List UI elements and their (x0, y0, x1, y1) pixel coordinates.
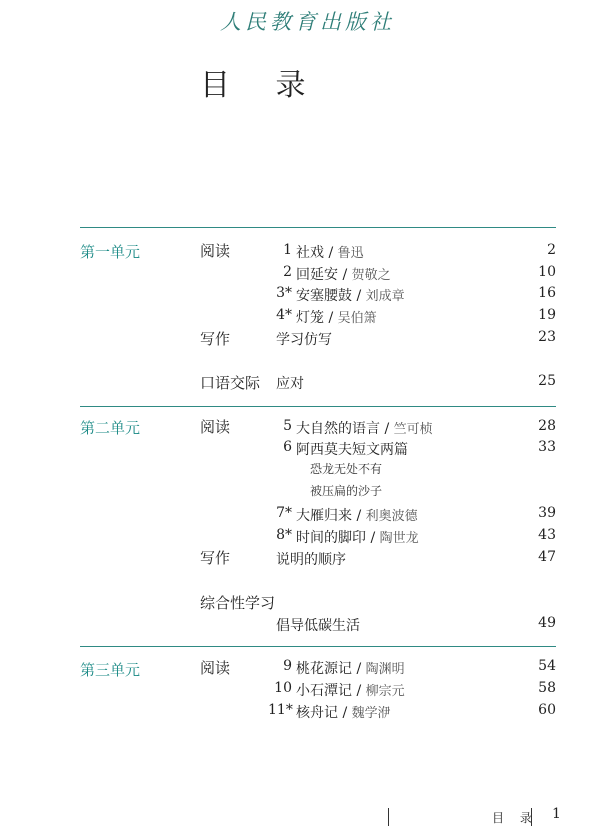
entry-page-number: 49 (538, 615, 556, 631)
unit-divider (80, 646, 556, 647)
entry-page-number: 43 (538, 527, 556, 543)
toc-entry[interactable] (296, 285, 405, 305)
entry-page-number: 33 (538, 439, 556, 455)
entry-title: 说明的顺序 (276, 552, 346, 568)
entry-title: 时间的脚印 (296, 530, 366, 546)
toc-entry[interactable] (296, 439, 408, 459)
unit-label: 第二单元 (80, 419, 141, 437)
entry-author: 柳宗元 (365, 684, 405, 699)
entry-title: 倡导低碳生活 (276, 618, 360, 634)
footer-divider (531, 808, 532, 826)
toc-entry[interactable] (296, 418, 433, 438)
unit-label: 第一单元 (80, 243, 141, 261)
entry-author: 吴伯箫 (337, 311, 377, 326)
entry-title: 阿西莫夫短文两篇 (296, 442, 408, 458)
category-oral: 口语交际 (200, 374, 261, 392)
lesson-number: 5 (283, 418, 292, 434)
entry-title: 大雁归来 (296, 508, 352, 524)
entry-title: 桃花源记 (296, 661, 352, 677)
category-comprehensive: 综合性学习 (200, 594, 276, 612)
category-reading: 阅读 (200, 659, 231, 677)
category-reading: 阅读 (200, 242, 231, 260)
footer-page-number: 1 (552, 806, 561, 822)
toc-entry[interactable] (276, 549, 346, 569)
category-reading: 阅读 (200, 418, 231, 436)
entry-page-number: 10 (538, 264, 556, 280)
separator: / (352, 288, 366, 304)
entry-author: 竺可桢 (393, 422, 433, 437)
toc-entry[interactable] (296, 658, 405, 678)
lesson-number: 10 (274, 680, 292, 696)
entry-page-number: 58 (538, 680, 556, 696)
entry-page-number: 54 (538, 658, 556, 674)
toc-entry[interactable] (296, 505, 418, 525)
toc-entry[interactable] (296, 242, 364, 262)
entry-author: 贺敬之 (351, 268, 391, 283)
lesson-number: 7* (276, 505, 292, 521)
lesson-number: 3* (276, 285, 292, 301)
subtitle: 恐龙无处不有 (310, 462, 383, 476)
toc-entry[interactable] (296, 527, 419, 547)
entry-page-number: 2 (547, 242, 556, 258)
lesson-number: 1 (283, 242, 292, 258)
entry-page-number: 39 (538, 505, 556, 521)
entry-title: 大自然的语言 (296, 421, 380, 437)
entry-author: 鲁迅 (337, 246, 364, 261)
lesson-number: 6 (283, 439, 292, 455)
separator: / (338, 705, 352, 721)
unit-divider (80, 227, 556, 228)
entry-page-number: 19 (538, 307, 556, 323)
subtitle: 被压扁的沙子 (310, 484, 383, 498)
entry-title: 学习仿写 (276, 332, 332, 348)
toc-entry[interactable] (276, 373, 304, 393)
separator: / (352, 508, 366, 524)
footer-divider (388, 808, 389, 826)
entry-page-number: 47 (538, 549, 556, 565)
separator: / (338, 267, 352, 283)
page-title: 目 录 (200, 68, 324, 103)
entry-page-number: 60 (538, 702, 556, 718)
separator: / (352, 683, 366, 699)
toc-entry[interactable] (296, 702, 391, 722)
unit-label: 第三单元 (80, 661, 141, 679)
entry-title: 应对 (276, 376, 304, 392)
entry-author: 刘成章 (365, 289, 405, 304)
toc-entry[interactable] (296, 680, 405, 700)
entry-page-number: 25 (538, 373, 556, 389)
separator: / (352, 661, 366, 677)
entry-title: 回延安 (296, 267, 338, 283)
entry-page-number: 23 (538, 329, 556, 345)
lesson-number: 9 (283, 658, 292, 674)
toc-entry[interactable] (276, 615, 360, 635)
entry-page-number: 16 (538, 285, 556, 301)
entry-author: 利奥波德 (365, 509, 418, 524)
publisher-logo: 人民教育出版社 (220, 10, 395, 34)
lesson-number: 8* (276, 527, 292, 543)
separator: / (324, 310, 338, 326)
entry-title: 小石潭记 (296, 683, 352, 699)
separator: / (380, 421, 394, 437)
lesson-number: 4* (276, 307, 292, 323)
entry-title: 灯笼 (296, 310, 324, 326)
lesson-number: 2 (283, 264, 292, 280)
footer-title: 目 录 (492, 811, 538, 825)
entry-author: 陶世龙 (379, 531, 419, 546)
category-writing: 写作 (200, 330, 231, 348)
entry-page-number: 28 (538, 418, 556, 434)
entry-title: 核舟记 (296, 705, 338, 721)
lesson-number: 11* (268, 702, 293, 718)
toc-entry[interactable] (276, 329, 332, 349)
entry-author: 魏学洢 (351, 706, 391, 721)
unit-divider (80, 406, 556, 407)
separator: / (324, 245, 338, 261)
separator: / (366, 530, 380, 546)
toc-entry[interactable] (296, 307, 377, 327)
entry-author: 陶渊明 (365, 662, 405, 677)
entry-title: 社戏 (296, 245, 324, 261)
toc-entry[interactable] (296, 264, 391, 284)
entry-title: 安塞腰鼓 (296, 288, 352, 304)
category-writing: 写作 (200, 549, 231, 567)
